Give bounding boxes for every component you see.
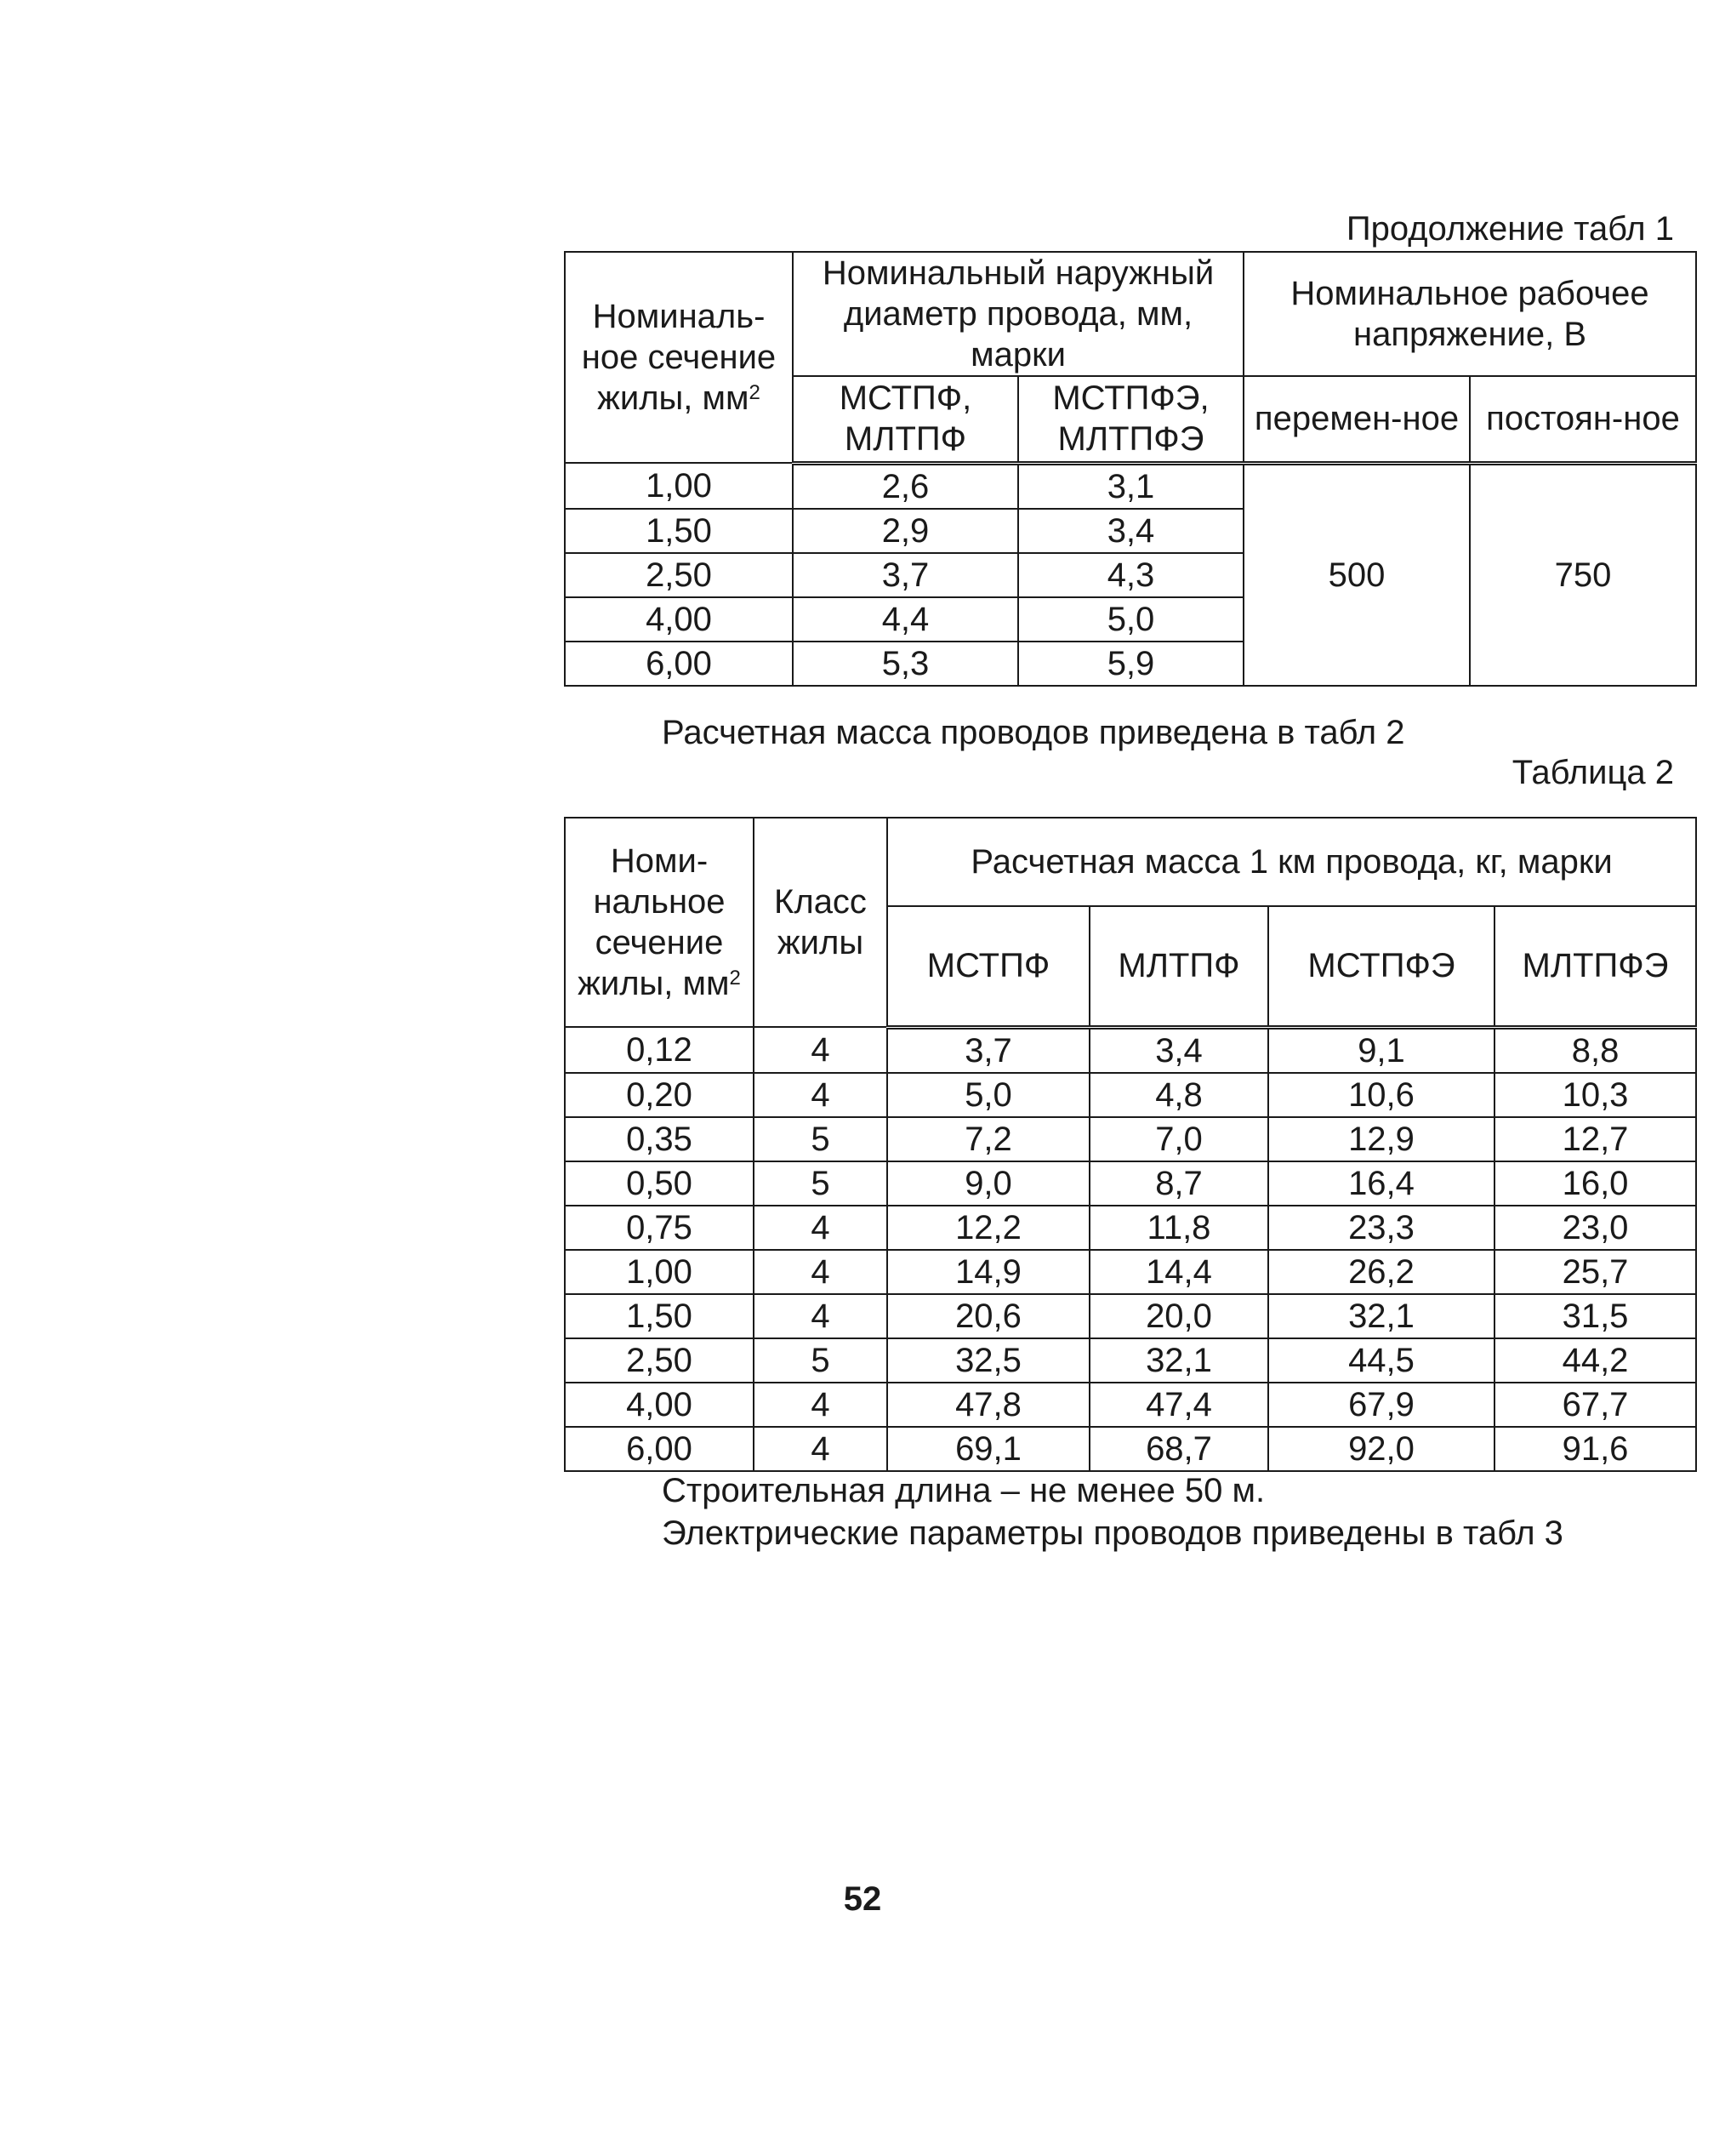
table-row	[565, 1338, 1696, 1383]
diameter-cell: 2,6	[793, 463, 1018, 509]
table2-caption: Таблица 2	[1512, 754, 1674, 791]
section-cell: 4,00	[565, 597, 793, 642]
section-cell: 2,50	[565, 553, 793, 597]
t1-body	[565, 463, 1696, 686]
class-cell: 4	[754, 1294, 887, 1338]
class-cell: 4	[754, 1206, 887, 1250]
class-cell: 5	[754, 1161, 887, 1206]
t2-header-m1: МСТПФ	[887, 906, 1090, 1027]
t2-header-m3: МСТПФЭ	[1268, 906, 1494, 1027]
table-row	[565, 1206, 1696, 1250]
m2-cell: 32,1	[1090, 1338, 1268, 1383]
paragraph-electrical-ref: Электрические параметры проводов приведены в табл 3	[662, 1514, 1563, 1552]
class-cell: 4	[754, 1073, 887, 1117]
diameter-cell: 5,3	[793, 642, 1018, 686]
m4-cell: 31,5	[1494, 1294, 1696, 1338]
section-cell: 0,35	[565, 1117, 754, 1161]
section-cell: 1,50	[565, 509, 793, 553]
table2	[564, 817, 1697, 1472]
m2-cell: 20,0	[1090, 1294, 1268, 1338]
t1-header-section: Номиналь-ное сечение жилы, $мм^2$	[565, 252, 793, 463]
table1-caption: Продолжение табл 1	[1346, 210, 1674, 248]
m4-cell: 44,2	[1494, 1338, 1696, 1383]
section-cell: 1,00	[565, 1250, 754, 1294]
table-row	[565, 1117, 1696, 1161]
diameter-cell: 4,4	[793, 597, 1018, 642]
t2-header-m4: МЛТПФЭ	[1494, 906, 1696, 1027]
t1-header-ac: перемен-ное	[1244, 376, 1470, 463]
m2-cell: 7,0	[1090, 1117, 1268, 1161]
m1-cell: 47,8	[887, 1383, 1090, 1427]
section-cell: 0,20	[565, 1073, 754, 1117]
table-row	[565, 463, 1696, 509]
t2-body	[565, 1027, 1696, 1471]
section-cell: 0,75	[565, 1206, 754, 1250]
diameter-cell: 3,7	[793, 553, 1018, 597]
ac-voltage-cell: 500	[1244, 463, 1470, 686]
m2-cell: 47,4	[1090, 1383, 1268, 1427]
diameter-cell: 5,9	[1018, 642, 1244, 686]
t1-header-diameter: Номинальный наружный диаметр провода, мм, марки	[793, 252, 1244, 376]
table1	[564, 251, 1697, 687]
section-cell: 1,00	[565, 463, 793, 509]
diameter-cell: 4,3	[1018, 553, 1244, 597]
m3-cell: 10,6	[1268, 1073, 1494, 1117]
t1-header-dc: постоян-ное	[1470, 376, 1696, 463]
section-cell: 4,00	[565, 1383, 754, 1427]
m1-cell: 9,0	[887, 1161, 1090, 1206]
paragraph-length: Строительная длина – не менее 50 м.	[662, 1472, 1266, 1509]
section-cell: 1,50	[565, 1294, 754, 1338]
table-row	[565, 1294, 1696, 1338]
class-cell: 4	[754, 1250, 887, 1294]
m4-cell: 10,3	[1494, 1073, 1696, 1117]
m3-cell: 44,5	[1268, 1338, 1494, 1383]
m2-cell: 11,8	[1090, 1206, 1268, 1250]
m1-cell: 69,1	[887, 1427, 1090, 1471]
diameter-cell: 3,4	[1018, 509, 1244, 553]
class-cell: 5	[754, 1338, 887, 1383]
m3-cell: 16,4	[1268, 1161, 1494, 1206]
m1-cell: 12,2	[887, 1206, 1090, 1250]
m3-cell: 32,1	[1268, 1294, 1494, 1338]
m1-cell: 14,9	[887, 1250, 1090, 1294]
m2-cell: 3,4	[1090, 1027, 1268, 1073]
m1-cell: 20,6	[887, 1294, 1090, 1338]
table-row	[565, 1427, 1696, 1471]
m4-cell: 91,6	[1494, 1427, 1696, 1471]
table-row	[565, 1383, 1696, 1427]
m2-cell: 68,7	[1090, 1427, 1268, 1471]
m3-cell: 23,3	[1268, 1206, 1494, 1250]
m4-cell: 16,0	[1494, 1161, 1696, 1206]
m3-cell: 12,9	[1268, 1117, 1494, 1161]
dc-voltage-cell: 750	[1470, 463, 1696, 686]
paragraph-mass-ref: Расчетная масса проводов приведена в табл 2	[662, 714, 1405, 751]
m2-cell: 14,4	[1090, 1250, 1268, 1294]
t1-header-mark2: МСТПФЭ, МЛТПФЭ	[1018, 376, 1244, 463]
m3-cell: 67,9	[1268, 1383, 1494, 1427]
diameter-cell: 3,1	[1018, 463, 1244, 509]
t1-header-mark1: МСТПФ, МЛТПФ	[793, 376, 1018, 463]
m1-cell: 32,5	[887, 1338, 1090, 1383]
m4-cell: 12,7	[1494, 1117, 1696, 1161]
t2-header-m2: МЛТПФ	[1090, 906, 1268, 1027]
diameter-cell: 2,9	[793, 509, 1018, 553]
section-cell: 2,50	[565, 1338, 754, 1383]
t2-header-class: Класс жилы	[754, 818, 887, 1027]
t2-header-mass: Расчетная масса 1 км провода, кг, марки	[887, 818, 1696, 906]
m3-cell: 26,2	[1268, 1250, 1494, 1294]
m4-cell: 25,7	[1494, 1250, 1696, 1294]
m4-cell: 8,8	[1494, 1027, 1696, 1073]
class-cell: 5	[754, 1117, 887, 1161]
m2-cell: 8,7	[1090, 1161, 1268, 1206]
m4-cell: 67,7	[1494, 1383, 1696, 1427]
section-cell: 6,00	[565, 642, 793, 686]
m1-cell: 5,0	[887, 1073, 1090, 1117]
section-cell: 0,50	[565, 1161, 754, 1206]
table-row	[565, 1250, 1696, 1294]
m3-cell: 92,0	[1268, 1427, 1494, 1471]
t2-header-section: Номи-нальное сечение жилы, $мм^2$	[565, 818, 754, 1027]
class-cell: 4	[754, 1027, 887, 1073]
diameter-cell: 5,0	[1018, 597, 1244, 642]
table-row	[565, 1073, 1696, 1117]
t1-header-voltage: Номинальное рабочее напряжение, В	[1244, 252, 1696, 376]
m1-cell: 7,2	[887, 1117, 1090, 1161]
class-cell: 4	[754, 1383, 887, 1427]
m3-cell: 9,1	[1268, 1027, 1494, 1073]
m4-cell: 23,0	[1494, 1206, 1696, 1250]
m1-cell: 3,7	[887, 1027, 1090, 1073]
table-row	[565, 1161, 1696, 1206]
class-cell: 4	[754, 1427, 887, 1471]
m2-cell: 4,8	[1090, 1073, 1268, 1117]
section-cell: 6,00	[565, 1427, 754, 1471]
section-cell: 0,12	[565, 1027, 754, 1073]
table-row	[565, 1027, 1696, 1073]
page-number: 52	[843, 1880, 882, 1918]
